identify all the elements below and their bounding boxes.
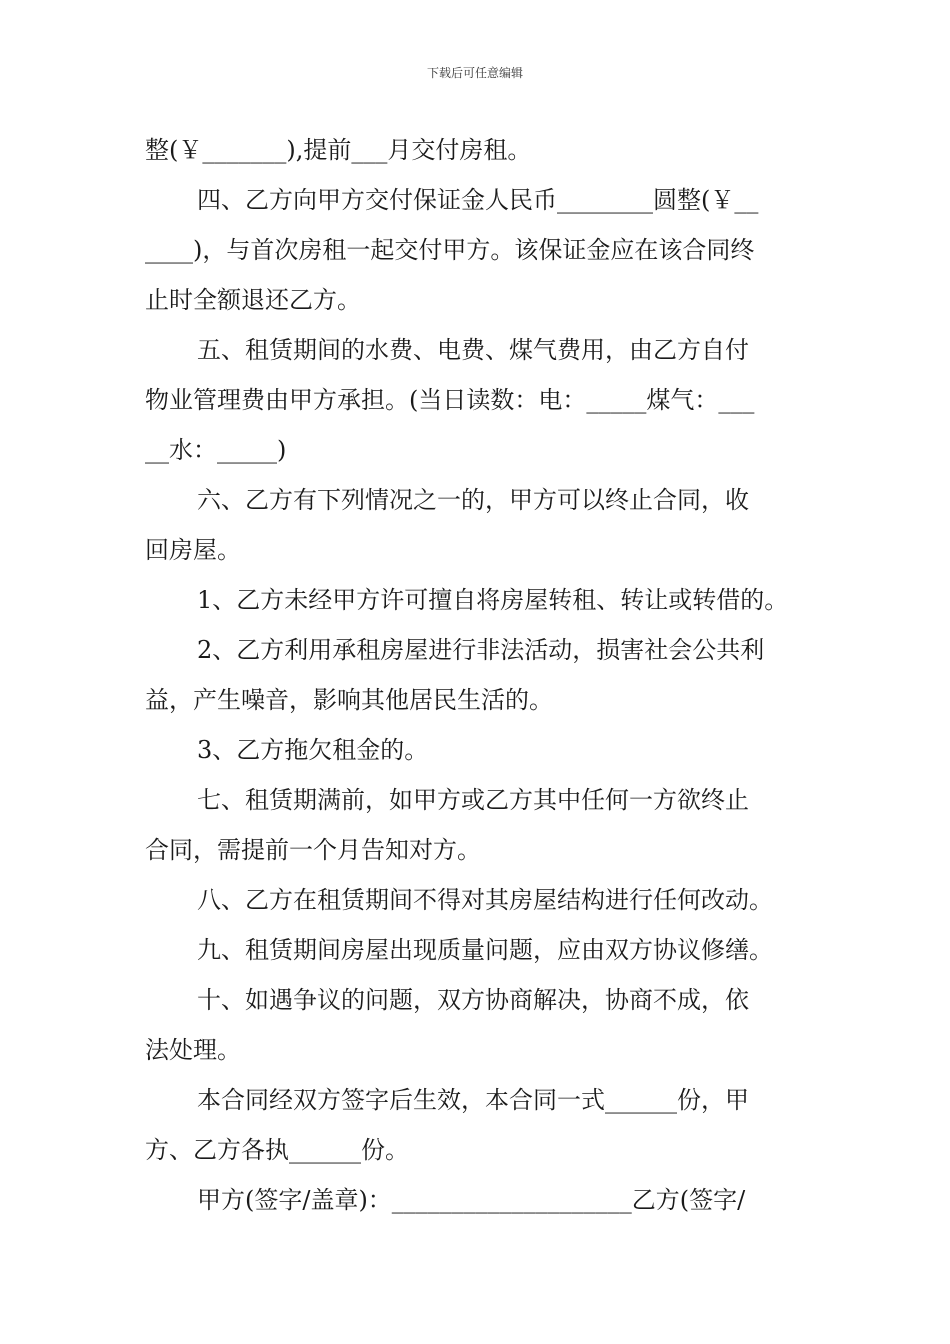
paragraph-effectiveness <box>145 1075 815 1175</box>
text-line: 1、乙方未经甲方许可擅自将房屋转租、转让或转借的。 <box>197 586 789 614</box>
text-line: 六、乙方有下列情况之一的，甲方可以终止合同，收 <box>197 486 749 514</box>
text-line: 八、乙方在租赁期间不得对其房屋结构进行任何改动。 <box>197 886 773 914</box>
paragraph-rent-payment <box>145 125 815 175</box>
paragraph-clause-7 <box>145 775 815 875</box>
paragraph-clause-6-1 <box>145 575 815 625</box>
paragraph-clause-4 <box>145 175 815 325</box>
paragraph-clause-5 <box>145 325 815 475</box>
text-line: 3、乙方拖欠租金的。 <box>197 736 429 764</box>
text-line: 五、租赁期间的水费、电费、煤气费用，由乙方自付 <box>197 336 749 364</box>
document-body <box>145 125 815 1225</box>
paragraph-signatures <box>145 1175 815 1225</box>
text-line: 整(￥_______),提前___月交付房租。 <box>145 136 532 164</box>
paragraph-clause-6 <box>145 475 815 575</box>
text-line: 2、乙方利用承租房屋进行非法活动，损害社会公共利 <box>197 636 765 664</box>
text-line: 回房屋。 <box>145 536 241 564</box>
text-line: 四、乙方向甲方交付保证金人民币________圆整(￥__ <box>197 186 759 214</box>
text-line: 合同，需提前一个月告知对方。 <box>145 836 481 864</box>
paragraph-clause-6-2 <box>145 625 815 725</box>
text-line: 七、租赁期满前，如甲方或乙方其中任何一方欲终止 <box>197 786 749 814</box>
text-line: 九、租赁期间房屋出现质量问题，应由双方协议修缮。 <box>197 936 773 964</box>
text-line: 益，产生噪音，影响其他居民生活的。 <box>145 686 553 714</box>
text-line: 止时全额退还乙方。 <box>145 286 361 314</box>
text-line: 法处理。 <box>145 1036 241 1064</box>
text-line: 十、如遇争议的问题，双方协商解决，协商不成，依 <box>197 986 749 1014</box>
paragraph-clause-9 <box>145 925 815 975</box>
text-line: 本合同经双方签字后生效，本合同一式______份，甲 <box>197 1086 749 1114</box>
text-line: 方、乙方各执______份。 <box>145 1136 409 1164</box>
paragraph-clause-8 <box>145 875 815 925</box>
signature-line: 甲方(签字/盖章)：____________________乙方(签字/ <box>197 1186 746 1214</box>
text-line: __水：_____) <box>145 436 287 464</box>
text-line: ____)，与首次房租一起交付甲方。该保证金应在该合同终 <box>145 236 755 264</box>
text-line: 物业管理费由甲方承担。(当日读数：电：_____煤气：___ <box>145 386 755 414</box>
paragraph-clause-10 <box>145 975 815 1075</box>
paragraph-clause-6-3 <box>145 725 815 775</box>
page-header-note: 下载后可任意编辑 <box>426 66 523 80</box>
